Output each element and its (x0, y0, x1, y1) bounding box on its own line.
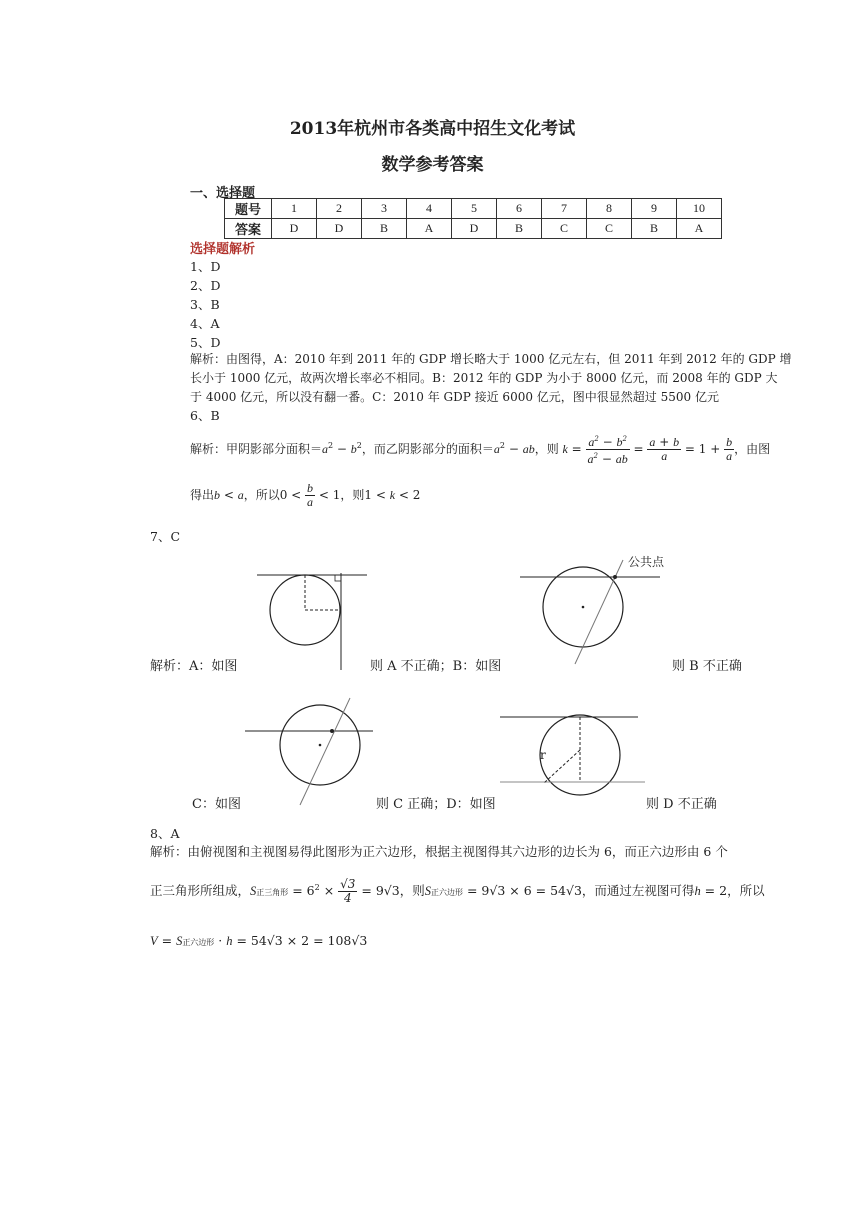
table-cell: 6 (497, 199, 542, 219)
table-cell: 5 (452, 199, 497, 219)
fraction: $\frac{a^2 - b^2}{a^2 - ab}$ (587, 435, 628, 466)
q7-label-c: C：如图 (192, 797, 241, 812)
table-cell: 2 (317, 199, 362, 219)
q7-result-b: 则 B 不正确 (672, 659, 742, 674)
list-item: 2、D (190, 278, 221, 293)
fraction: $\frac{b}{a}$ (307, 481, 314, 509)
table-cell: D (452, 219, 497, 239)
table-cell: B (497, 219, 542, 239)
q8-analysis-line2: 正三角形所组成，S正三角形 = $6^2$ × $\frac{√3}{4}$ = 9√3，则S正六边形 = 9√3 × 6 = 54√3，而通过左视图可得h = 2，所以 (150, 877, 765, 905)
analysis-heading: 选择题解析 (190, 242, 256, 257)
table-cell: D (317, 219, 362, 239)
table-cell: D (272, 219, 317, 239)
fraction: $\frac{b}{a}$ (726, 435, 733, 463)
figure-b-secant-circle (520, 552, 700, 672)
list-item: 6、B (190, 408, 220, 423)
section-heading-choice: 一、选择题 (190, 186, 256, 201)
table-cell: 8 (587, 199, 632, 219)
q7-result-d: 则 D 不正确 (646, 797, 717, 812)
radius-label: r (540, 748, 546, 762)
q5-analysis-line2: 长小于 1000 亿元，故两次增长率必不相同。B：2012 年的 GDP 为小于 8000 亿元，而 2008 年的 GDP 大 (190, 371, 778, 385)
document-title: 2013年杭州市各类高中招生文化考试 (289, 119, 576, 139)
table-row-answers (225, 219, 722, 239)
table-header-label: 题号 (225, 199, 272, 219)
fraction: $\frac{a + b}{a}$ (649, 435, 680, 463)
table-answer-label: 答案 (225, 219, 272, 239)
q7-result-a: 则 A 不正确；B：如图 (370, 659, 502, 674)
list-item: 1、D (190, 259, 221, 274)
answer-table (224, 198, 722, 239)
fraction: $\frac{√3}{4}$ (340, 877, 356, 905)
figure-a-tangent-circle (255, 555, 375, 675)
figure-d-circle (500, 705, 660, 800)
list-item: 7、C (150, 529, 181, 544)
table-cell: 1 (272, 199, 317, 219)
q5-analysis-line1: 解析：由图得，A：2010 年到 2011 年的 GDP 增长略大于 1000 亿元左右，但 2011 年到 2012 年的 GDP 增 (190, 352, 792, 366)
list-item: 5、D (190, 335, 221, 350)
common-point-label: 公共点 (628, 555, 665, 569)
document-subtitle: 数学参考答案 (381, 155, 484, 175)
q6-analysis-line1: 解析：甲阴影部分面积$=a^2 - b^2$，而乙阴影部分的面积$=a^2$ − ab，则 k = $\frac{a^2 - b^2}{a^2 - ab}$ = $\frac{a + b}{a}$ = 1 + $\frac{b}{a}$ ，由图 (190, 435, 771, 466)
q5-analysis-line3: 于 4000 亿元，所以没有翻一番。C：2010 年 GDP 接近 6000 亿元，图中很显然超过 5500 亿元 (190, 390, 719, 404)
table-cell: B (632, 219, 677, 239)
q8-analysis-line3: V = S正六边形 · h = 54√3 × 2 = 108√3 (150, 933, 368, 948)
table-cell: C (542, 219, 587, 239)
q6-analysis-line2: 得出b < a，所以0 < $\frac{b}{a}$ < 1，则1 < k < 2 (190, 481, 421, 509)
table-cell: 3 (362, 199, 407, 219)
table-cell: 7 (542, 199, 587, 219)
table-cell: C (587, 219, 632, 239)
table-cell: 10 (677, 199, 722, 219)
q7-result-c: 则 C 正确；D：如图 (376, 797, 496, 812)
table-cell: 9 (632, 199, 677, 219)
figure-c-circle (245, 695, 385, 810)
q7-label-a: 解析：A：如图 (150, 659, 238, 674)
table-cell: A (407, 219, 452, 239)
list-item: 8、A (150, 826, 180, 841)
table-cell: A (677, 219, 722, 239)
table-row-numbers (225, 199, 722, 219)
q8-analysis-line1: 解析：由俯视图和主视图易得此图形为正六边形，根据主视图得其六边形的边长为 6，而正六边形由 6 个 (150, 844, 728, 859)
list-item: 4、A (190, 316, 220, 331)
table-cell: B (362, 219, 407, 239)
list-item: 3、B (190, 297, 220, 312)
table-cell: 4 (407, 199, 452, 219)
